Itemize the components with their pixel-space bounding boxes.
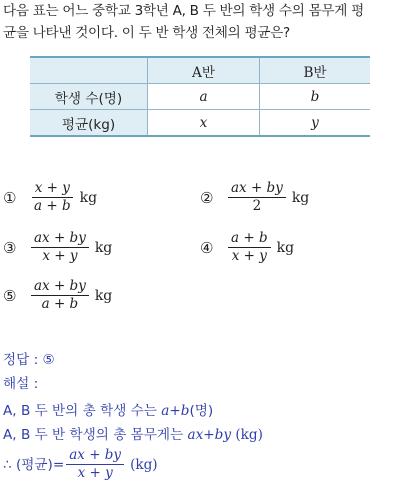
choice-4[interactable] — [200, 230, 294, 265]
explanation-text: A, B 두 반의 총 학생 수는 — [3, 403, 162, 419]
expression: a+b — [161, 403, 190, 419]
choice-5[interactable] — [3, 278, 112, 313]
cell-average-b: y — [260, 110, 370, 137]
fraction — [31, 278, 89, 313]
choice-2[interactable] — [200, 180, 309, 215]
choice-number: ④ — [200, 238, 214, 257]
numerator: ax + by — [31, 278, 89, 296]
fraction — [228, 180, 286, 215]
numerator: a + b — [228, 230, 271, 248]
unit: kg — [94, 287, 113, 304]
table-header-class-b: B반 — [260, 57, 370, 84]
fraction — [228, 230, 271, 265]
numerator: ax + by — [31, 230, 89, 248]
choice-1[interactable] — [3, 180, 97, 215]
therefore-prefix: ∴ (평균)= — [3, 456, 65, 473]
denominator: 2 — [252, 198, 262, 214]
numerator: x + y — [32, 180, 73, 198]
numerator: ax + by — [228, 180, 286, 198]
unit: kg — [276, 239, 295, 256]
cell-students-b: b — [260, 84, 370, 110]
table-header-class-a: A반 — [148, 57, 260, 84]
cell-average-a: x — [148, 110, 260, 137]
denominator: x + y — [42, 248, 78, 264]
unit: kg — [79, 189, 98, 206]
unit: (명) — [189, 403, 214, 419]
cell-students-a: a — [148, 84, 260, 110]
question-text — [3, 0, 395, 44]
fraction — [66, 447, 124, 482]
explanation-line-2 — [3, 425, 263, 445]
row-label-average: 평균(kg) — [30, 110, 148, 137]
unit: (kg) — [130, 456, 158, 473]
explanation-label: 해설 : — [3, 376, 39, 392]
question-line-1: 다음 표는 어느 중학교 3학년 A, B 두 반의 학생 수의 몸무게 평 — [3, 3, 364, 19]
fraction — [31, 180, 74, 215]
expression: ax+by — [187, 427, 232, 443]
table-row — [30, 110, 370, 137]
choice-3[interactable] — [3, 230, 112, 265]
explanation-line-3 — [3, 447, 158, 482]
explanation-text: A, B 두 반 학생의 총 몸무게는 — [3, 427, 188, 443]
question-line-2: 균을 나타낸 것이다. 이 두 반 학생 전체의 평균은? — [3, 25, 290, 41]
table-corner-cell — [30, 57, 148, 84]
denominator: a + b — [41, 296, 79, 312]
denominator: a + b — [34, 198, 71, 214]
explanation-line-1 — [3, 401, 213, 421]
choice-number: ⑤ — [3, 286, 17, 305]
choice-number: ② — [200, 188, 214, 207]
data-table — [30, 56, 370, 137]
choice-number: ① — [3, 188, 17, 207]
table-header-row — [30, 57, 370, 84]
row-label-students: 학생 수(명) — [30, 84, 148, 110]
choice-number: ③ — [3, 238, 17, 257]
table-row — [30, 84, 370, 110]
fraction — [31, 230, 89, 265]
denominator: x + y — [77, 465, 113, 481]
numerator: ax + by — [66, 447, 124, 465]
unit: kg — [94, 239, 113, 256]
unit: kg — [291, 189, 310, 206]
unit: (kg) — [231, 427, 263, 443]
answer-label: 정답 : ⑤ — [3, 352, 55, 368]
denominator: x + y — [231, 248, 267, 264]
